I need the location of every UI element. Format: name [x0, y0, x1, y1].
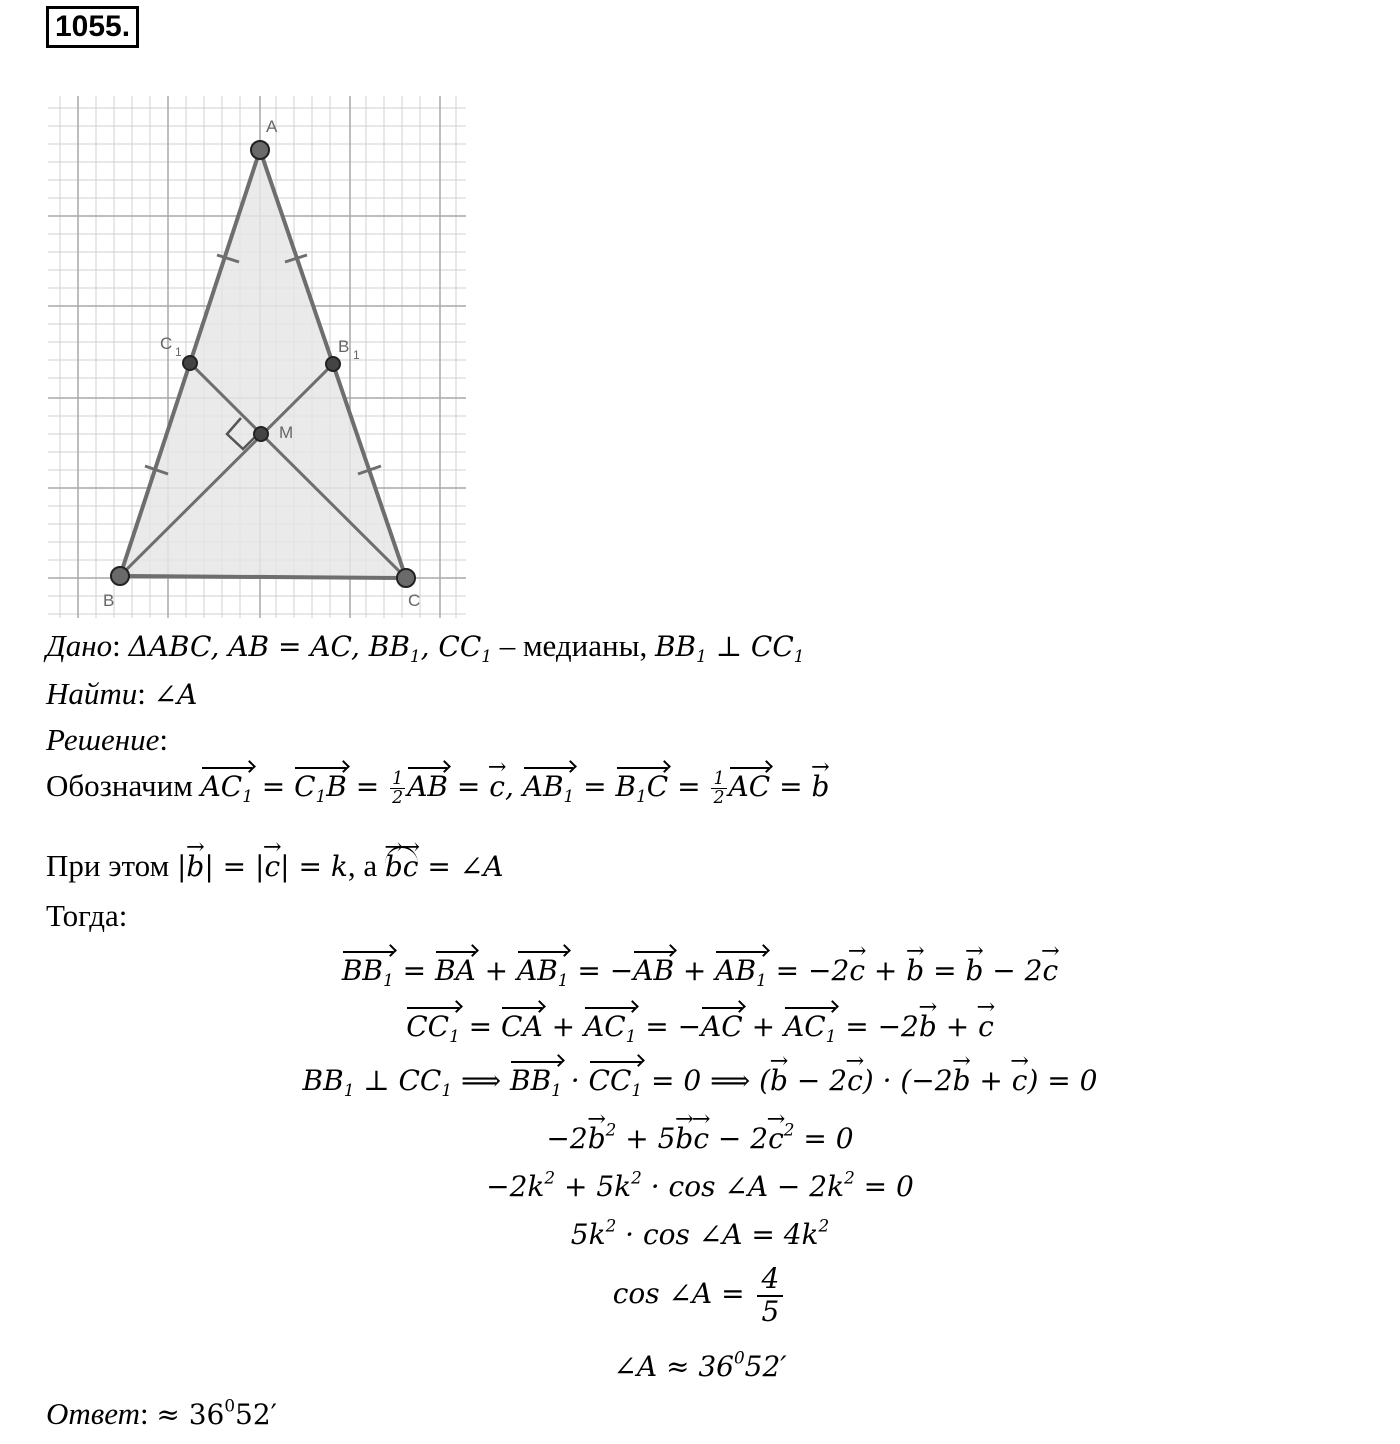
solution-label: Решение — [46, 722, 160, 757]
find-label: Найти — [46, 676, 138, 711]
label-a: A — [266, 117, 278, 136]
given-label: Дано — [46, 628, 113, 663]
label-b1: B — [338, 337, 350, 356]
given-line: Дано: ΔABC, AB = AC, $BB_1$, $CC_1$ – медианы, $BB_1$ ⊥ $CC_1$ — [46, 628, 805, 666]
condition-line: При этом |→ b| = |→ c| = k, а → b→ c = ∠A — [46, 848, 503, 884]
then-word: Тогда: — [46, 898, 128, 933]
answer-line: Ответ: ≈ $36^052'$ — [46, 1395, 278, 1431]
equation-3: $BB_1$ ⊥ $CC_1$ ⟹ $BB_1 \cdot CC_1 = 0$ ⟹ (→ b − 2→ c) · (−2→ b + → c) = 0 — [0, 1062, 1400, 1098]
label-c: C — [408, 591, 421, 610]
equation-1: $BB_1$ = BA + $AB_1 = -AB + AB_1 = -2\to c$ + → b = → b − 2→ c — [0, 952, 1400, 988]
denote-word: Обозначим — [46, 768, 193, 803]
label-c1: C — [160, 334, 173, 353]
find-line: Найти: ∠A — [46, 676, 198, 711]
triangle-figure — [48, 96, 468, 621]
denote-line: Обозначим $AC_1 = C_1B$ = $\frac{1}{2}$ AB = → c, $AB_1 = B_1C$ = $\frac{1}{2}$ AC = → b — [46, 768, 829, 807]
label-b1-sub: 1 — [353, 348, 360, 362]
equation-5: $-2k^2 + 5k^2 \cdot \cos$ ∠A − $2k^2 = 0$ — [486, 1167, 914, 1203]
equation-6: $5k^2 \cdot \cos$ ∠A = $4k^2$ — [570, 1215, 830, 1251]
equation-4: $-2\to b^2 + 5\to b\to c - 2\to c^2 = 0$ — [0, 1120, 1400, 1156]
then-line — [46, 898, 127, 934]
label-m: M — [279, 423, 294, 442]
equation-7: cos ∠A = $\frac{4}{5}$ — [0, 1264, 1400, 1328]
problem-number: 1055. — [46, 6, 139, 48]
equation-2: $CC_1$ = CA + $AC_1 = -AC + AC_1 = -2\to b$ + → c — [0, 1008, 1400, 1044]
label-b: B — [103, 591, 115, 610]
triangle-fill — [120, 150, 406, 578]
label-c1-sub: 1 — [175, 345, 182, 359]
answer-label: Ответ — [46, 1396, 140, 1431]
solution-label-line: Решение: — [46, 722, 168, 757]
equation-8: ∠A ≈ $36^052'$ — [613, 1347, 787, 1383]
